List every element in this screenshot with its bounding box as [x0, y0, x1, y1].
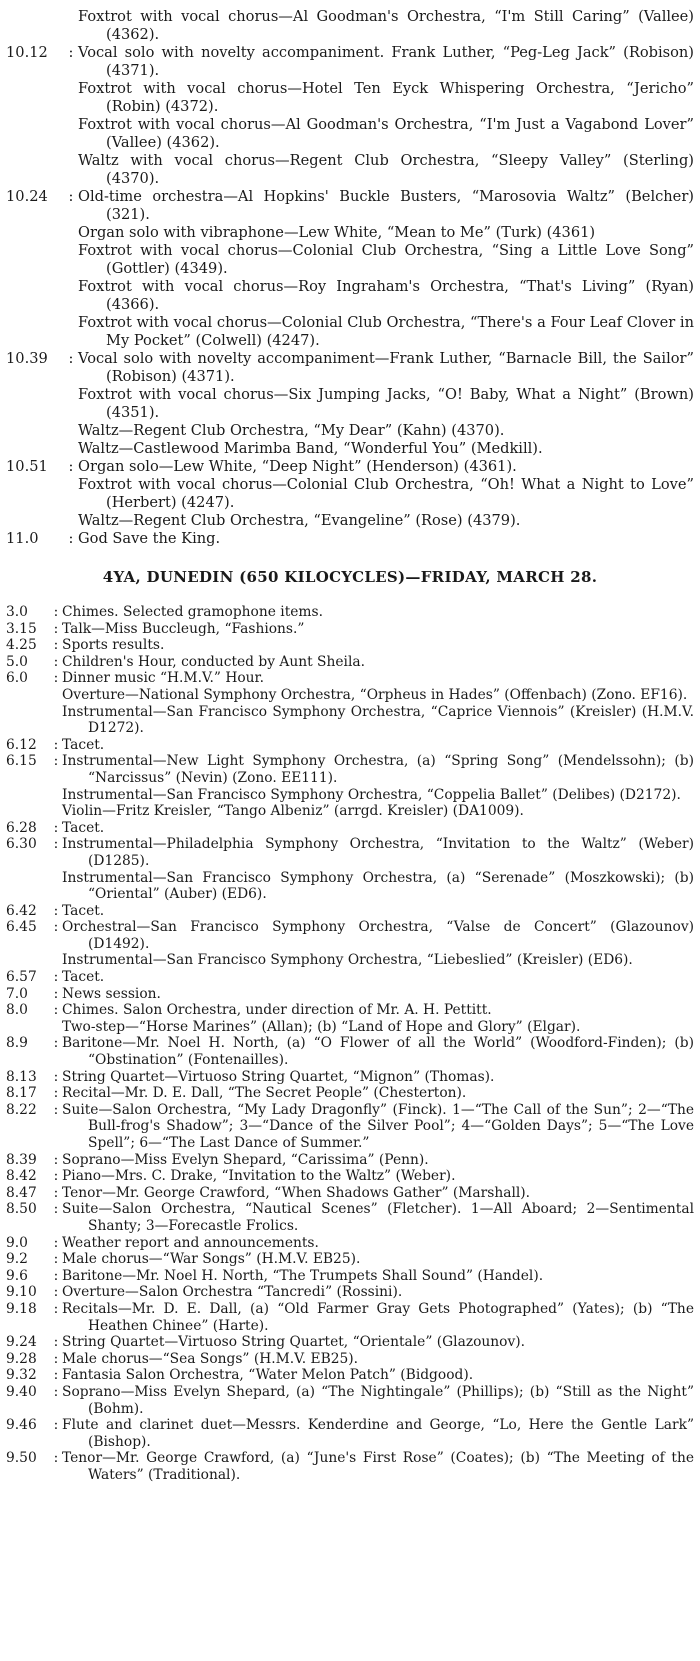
section2-list: [6, 604, 694, 1483]
entry-items: [62, 1367, 694, 1384]
entry-items: [62, 1102, 694, 1152]
entry-time: 10.39: [6, 350, 48, 367]
entry-time: 10.51: [6, 458, 48, 475]
programme-item: Overture—National Symphony Orchestra, “Orpheus in Hades” (Offenbach) (Zono. EF16).: [62, 686, 688, 703]
programme-entry: [6, 654, 694, 671]
programme-item: Old-time orchestra—Al Hopkins' Buckle Busters, “Marosovia Waltz” (Belcher) (321).: [78, 188, 694, 223]
entry-items: [62, 969, 694, 986]
programme-entry: [6, 986, 694, 1003]
entry-time: 9.18: [6, 1300, 37, 1317]
programme-entry: [6, 737, 694, 754]
entry-time: 9.6: [6, 1267, 28, 1284]
programme-entry: [6, 1251, 694, 1268]
entry-time: 10.24: [6, 188, 48, 205]
time-separator: :: [53, 653, 59, 670]
programme-entry: [6, 1334, 694, 1351]
programme-item: Vocal solo with novelty accompaniment—Frank Luther, “Barnacle Bill, the Sailor” (Robison) (4371).: [78, 350, 694, 385]
entry-time: 9.0: [6, 1234, 28, 1251]
entry-items: [62, 1185, 694, 1202]
entry-items: [62, 654, 694, 671]
time-separator: :: [53, 637, 59, 654]
programme-item: Recital—Mr. D. E. Dall, “The Secret People” (Chesterton).: [62, 1085, 467, 1102]
programme-entry: [6, 1085, 694, 1102]
entry-time: 9.2: [6, 1251, 28, 1268]
programme-item: Instrumental—New Light Symphony Orchestra, (a) “Spring Song” (Mendelssohn); (b) “Narcissus” (Nevin) (Zono. EE111).: [62, 753, 694, 786]
programme-item: Tacet.: [62, 736, 105, 753]
programme-item: Chimes. Salon Orchestra, under direction of Mr. A. H. Pettitt.: [62, 1002, 492, 1019]
entry-items: [78, 44, 694, 188]
entry-items: [62, 637, 694, 654]
time-separator: :: [53, 1267, 59, 1284]
programme-entry: [6, 753, 694, 819]
programme-entry: [6, 1069, 694, 1086]
programme-item: Suite—Salon Orchestra, “Nautical Scenes” (Fletcher). 1—All Aboard; 2—Sentimental Shanty; 3—Forecastle Frolics.: [62, 1201, 694, 1234]
entry-items: [62, 1268, 694, 1285]
programme-item: Suite—Salon Orchestra, “My Lady Dragonfly” (Finck). 1—“The Call of the Sun”; 2—“The Bull-frog's Shadow”; 3—“Dance of the Silver Pool”; 4—“Golden Days”; 5—“The Love Spell”; 6—“The Last Dance of Summer.”: [62, 1101, 694, 1151]
time-separator: :: [53, 1367, 59, 1384]
programme-item: Soprano—Miss Evelyn Shepard, (a) “The Nightingale” (Phillips); (b) “Still as the Night” (Bohm).: [62, 1383, 694, 1417]
time-separator: :: [53, 670, 59, 687]
entry-items: [62, 1251, 694, 1268]
time-separator: :: [53, 1151, 59, 1168]
programme-item: Baritone—Mr. Noel H. North, (a) “O Flower of all the World” (Woodford-Finden); (b) “Obstination” (Fontenailles).: [62, 1035, 694, 1069]
programme-item: Fantasia Salon Orchestra, “Water Melon Patch” (Bidgood).: [62, 1367, 474, 1384]
entry-time: 11.0: [6, 530, 39, 547]
entry-items: [62, 1450, 694, 1483]
programme-entry: [6, 670, 694, 736]
entry-time: 6.28: [6, 819, 37, 836]
entry-items: [62, 1351, 694, 1368]
entry-items: [62, 670, 694, 736]
programme-item: Two-step—“Horse Marines” (Allan); (b) “Land of Hope and Glory” (Elgar).: [62, 1018, 581, 1035]
entry-time: 3.0: [6, 604, 28, 620]
entry-time: 4.25: [6, 637, 37, 654]
programme-item: Organ solo—Lew White, “Deep Night” (Henderson) (4361).: [78, 458, 517, 475]
programme-item: Tacet.: [62, 902, 105, 919]
entry-time: 8.22: [6, 1101, 37, 1118]
time-separator: :: [53, 753, 59, 770]
entry-items: [62, 1069, 694, 1086]
entry-items: [62, 1417, 694, 1450]
programme-item: Chimes. Selected gramophone items.: [62, 604, 323, 620]
entry-items: [62, 737, 694, 754]
entry-time: 6.0: [6, 670, 28, 687]
entry-items: [62, 1384, 694, 1417]
entry-items: [62, 621, 694, 638]
programme-entry: [6, 1201, 694, 1234]
time-separator: :: [53, 1300, 59, 1317]
programme-item: Children's Hour, conducted by Aunt Sheila.: [62, 653, 365, 670]
programme-item: Vocal solo with novelty accompaniment. Frank Luther, “Peg-Leg Jack” (Robison) (4371).: [78, 44, 694, 79]
programme-entry: [6, 1351, 694, 1368]
station-heading: 4YA, DUNEDIN (650 KILOCYCLES)—FRIDAY, MARCH 28.: [102, 568, 598, 586]
programme-continuation: [6, 8, 694, 548]
time-separator: :: [53, 1251, 59, 1268]
programme-item: Overture—Salon Orchestra “Tancredi” (Rossini).: [62, 1284, 403, 1301]
entry-time: 9.50: [6, 1450, 37, 1467]
programme-item: Sports results.: [62, 637, 165, 654]
entry-items: [62, 1201, 694, 1234]
programme-item: Foxtrot with vocal chorus—Roy Ingraham's Orchestra, “That's Living” (Ryan) (4366).: [78, 278, 694, 313]
entry-items: [78, 458, 694, 530]
programme-entry: [6, 350, 694, 458]
entry-items: [62, 753, 694, 819]
entry-time: 5.0: [6, 653, 28, 670]
programme-item: Flute and clarinet duet—Messrs. Kenderdine and George, “Lo, Here the Gentle Lark” (Bishop).: [62, 1417, 694, 1450]
entry-items: [62, 903, 694, 920]
programme-entry: [6, 1035, 694, 1068]
entry-items: [62, 1235, 694, 1252]
time-separator: :: [53, 969, 59, 986]
entry-time: 9.32: [6, 1367, 37, 1384]
entry-items: [62, 1002, 694, 1035]
programme-item: Weather report and announcements.: [62, 1234, 319, 1251]
programme-item: Instrumental—San Francisco Symphony Orchestra, (a) “Serenade” (Moszkowski); (b) “Oriental” (Auber) (ED6).: [62, 869, 694, 903]
entry-items: [62, 1085, 694, 1102]
entry-time: 8.0: [6, 1002, 28, 1019]
programme-item: Violin—Fritz Kreisler, “Tango Albeniz” (arrgd. Kreisler) (DA1009).: [62, 803, 524, 820]
time-separator: :: [53, 1168, 59, 1185]
programme-item: Tacet.: [62, 969, 105, 986]
lead-in-entry: [6, 8, 694, 44]
programme-item: Tenor—Mr. George Crawford, (a) “June's First Rose” (Coates); (b) “The Meeting of the Waters” (Traditional).: [62, 1450, 694, 1483]
entry-time: 8.42: [6, 1168, 37, 1185]
programme-entry: [6, 1367, 694, 1384]
programme-item: Tenor—Mr. George Crawford, “When Shadows Gather” (Marshall).: [62, 1184, 531, 1201]
programme-entry: [6, 1185, 694, 1202]
programme-entry: [6, 188, 694, 350]
programme-entry: [6, 621, 694, 638]
entry-time: 6.45: [6, 919, 37, 936]
time-separator: :: [53, 985, 59, 1002]
entry-items: [62, 986, 694, 1003]
time-separator: :: [53, 902, 59, 919]
time-separator: :: [53, 620, 59, 637]
programme-entry: [6, 836, 694, 902]
programme-entry: [6, 44, 694, 188]
entry-time: 7.0: [6, 985, 28, 1002]
programme-item: Talk—Miss Buccleugh, “Fashions.”: [62, 620, 305, 637]
programme-item: String Quartet—Virtuoso String Quartet, “Orientale” (Glazounov).: [62, 1334, 526, 1351]
programme-entry: [6, 903, 694, 920]
time-separator: :: [53, 736, 59, 753]
programme-item: Waltz—Regent Club Orchestra, “My Dear” (Kahn) (4370).: [78, 422, 505, 439]
programme-item: Instrumental—San Francisco Symphony Orchestra, “Liebeslied” (Kreisler) (ED6).: [62, 952, 633, 969]
programme-item: Instrumental—San Francisco Symphony Orchestra, “Coppelia Ballet” (Delibes) (D2172).: [62, 786, 681, 803]
programme-entry: [6, 1268, 694, 1285]
entry-items: [62, 1152, 694, 1169]
programme-entry: [6, 820, 694, 837]
entry-items: [78, 530, 694, 548]
entry-time: 6.57: [6, 969, 37, 986]
programme-item: Male chorus—“Sea Songs” (H.M.V. EB25).: [62, 1350, 359, 1367]
programme-entry: [6, 530, 694, 548]
programme-item: Organ solo with vibraphone—Lew White, “Mean to Me” (Turk) (4361): [78, 224, 596, 241]
entry-time: 10.12: [6, 44, 48, 61]
programme-entry: [6, 1102, 694, 1152]
entry-time: 9.10: [6, 1284, 37, 1301]
programme-entry: [6, 458, 694, 530]
entry-items: [62, 836, 694, 902]
entry-items: [62, 1035, 694, 1068]
entry-items: [78, 350, 694, 458]
time-separator: :: [68, 530, 74, 547]
entry-time: 9.24: [6, 1334, 37, 1351]
entry-time: 8.39: [6, 1151, 37, 1168]
time-separator: :: [53, 1284, 59, 1301]
programme-item: Tacet.: [62, 819, 105, 836]
programme-item: Soprano—Miss Evelyn Shepard, “Carissima” (Penn).: [62, 1151, 429, 1168]
programme-item: Recitals—Mr. D. E. Dall, (a) “Old Farmer Gray Gets Photographed” (Yates); (b) “The Heathen Chinee” (Harte).: [62, 1300, 694, 1334]
programme-item: Foxtrot with vocal chorus—Al Goodman's Orchestra, “I'm Just a Vagabond Lover” (Vallee) (4362).: [78, 116, 694, 151]
time-separator: :: [53, 1002, 59, 1019]
programme-entry: [6, 919, 694, 969]
time-separator: :: [53, 1417, 59, 1434]
programme-item: Foxtrot with vocal chorus—Colonial Club Orchestra, “Sing a Little Love Song” (Gottler) (4349).: [78, 242, 694, 277]
entry-items: [62, 919, 694, 969]
time-separator: :: [53, 1101, 59, 1118]
entry-items: [62, 1168, 694, 1185]
programme-item: News session.: [62, 985, 161, 1002]
entry-items: [62, 604, 694, 621]
entry-time: 8.13: [6, 1068, 37, 1085]
section1-list: [6, 44, 694, 548]
programme-entry: [6, 1235, 694, 1252]
programme-entry: [6, 1168, 694, 1185]
time-separator: :: [53, 1383, 59, 1400]
programme-item: Waltz with vocal chorus—Regent Club Orchestra, “Sleepy Valley” (Sterling) (4370).: [78, 152, 694, 187]
entry-time: 6.12: [6, 736, 37, 753]
time-separator: :: [53, 1068, 59, 1085]
time-separator: :: [53, 819, 59, 836]
entry-time: 9.40: [6, 1383, 37, 1400]
entry-items: [62, 1334, 694, 1351]
programme-item: God Save the King.: [78, 530, 221, 547]
time-separator: :: [53, 1035, 59, 1052]
programme-item: Foxtrot with vocal chorus—Colonial Club Orchestra, “Oh! What a Night to Love” (Herbert) (4247).: [78, 476, 694, 511]
programme-entry: [6, 1002, 694, 1035]
programme-entry: [6, 1152, 694, 1169]
time-separator: :: [53, 1085, 59, 1102]
entry-time: 9.46: [6, 1417, 37, 1434]
time-separator: :: [68, 458, 74, 475]
programme-entry: [6, 969, 694, 986]
time-separator: :: [53, 836, 59, 853]
time-separator: :: [68, 188, 74, 205]
programme-item: Instrumental—San Francisco Symphony Orchestra, “Caprice Viennois” (Kreisler) (H.M.V. D1272).: [62, 703, 694, 737]
programme-entry: [6, 637, 694, 654]
time-separator: :: [68, 350, 74, 367]
time-separator: :: [53, 1234, 59, 1251]
entry-time: 8.9: [6, 1035, 28, 1052]
programme-entry: [6, 1450, 694, 1483]
entry-items: [78, 188, 694, 350]
programme-entry: [6, 1284, 694, 1301]
programme-item: Foxtrot with vocal chorus—Six Jumping Jacks, “O! Baby, What a Night” (Brown) (4351).: [78, 386, 694, 421]
programme-item: Male chorus—“War Songs” (H.M.V. EB25).: [62, 1251, 361, 1268]
programme-item: String Quartet—Virtuoso String Quartet, “Mignon” (Thomas).: [62, 1068, 495, 1085]
entry-time: 8.50: [6, 1201, 37, 1218]
entry-time: 6.30: [6, 836, 37, 853]
entry-items: [62, 820, 694, 837]
programme-item: Dinner music “H.M.V.” Hour.: [62, 670, 265, 687]
time-separator: :: [53, 919, 59, 936]
time-separator: :: [53, 1201, 59, 1218]
time-separator: :: [68, 44, 74, 61]
programme-entry: [6, 1417, 694, 1450]
programme-item: Waltz—Castlewood Marimba Band, “Wonderful You” (Medkill).: [78, 440, 543, 457]
programme-item: Foxtrot with vocal chorus—Colonial Club Orchestra, “There's a Four Leaf Clover in My Pocket” (Colwell) (4247).: [78, 314, 694, 349]
programme-item: Piano—Mrs. C. Drake, “Invitation to the Waltz” (Weber).: [62, 1168, 456, 1185]
entry-items: [62, 1301, 694, 1334]
programme-item: Foxtrot with vocal chorus—Al Goodman's Orchestra, “I'm Still Caring” (Vallee) (4362).: [78, 8, 694, 43]
time-separator: :: [53, 1184, 59, 1201]
entry-time: 9.28: [6, 1350, 37, 1367]
time-separator: :: [53, 604, 59, 620]
entry-time: 3.15: [6, 620, 37, 637]
entry-time: 8.17: [6, 1085, 37, 1102]
programme-entry: [6, 1384, 694, 1417]
entry-time: 6.15: [6, 753, 37, 770]
programme-entry: [6, 604, 694, 621]
time-separator: :: [53, 1334, 59, 1351]
entry-time: 8.47: [6, 1184, 37, 1201]
programme-item: Orchestral—San Francisco Symphony Orchestra, “Valse de Concert” (Glazounov) (D1492).: [62, 919, 694, 952]
programme-entry: [6, 1301, 694, 1334]
programme-item: Foxtrot with vocal chorus—Hotel Ten Eyck Whispering Orchestra, “Jericho” (Robin) (4372).: [78, 80, 694, 115]
entry-items: [62, 1284, 694, 1301]
time-separator: :: [53, 1350, 59, 1367]
programme-item: Baritone—Mr. Noel H. North, “The Trumpets Shall Sound” (Handel).: [62, 1267, 544, 1284]
programme-item: Waltz—Regent Club Orchestra, “Evangeline” (Rose) (4379).: [78, 512, 521, 529]
entry-time: 6.42: [6, 902, 37, 919]
programme-item: Instrumental—Philadelphia Symphony Orchestra, “Invitation to the Waltz” (Weber) (D1285).: [62, 836, 694, 869]
time-separator: :: [53, 1450, 59, 1467]
